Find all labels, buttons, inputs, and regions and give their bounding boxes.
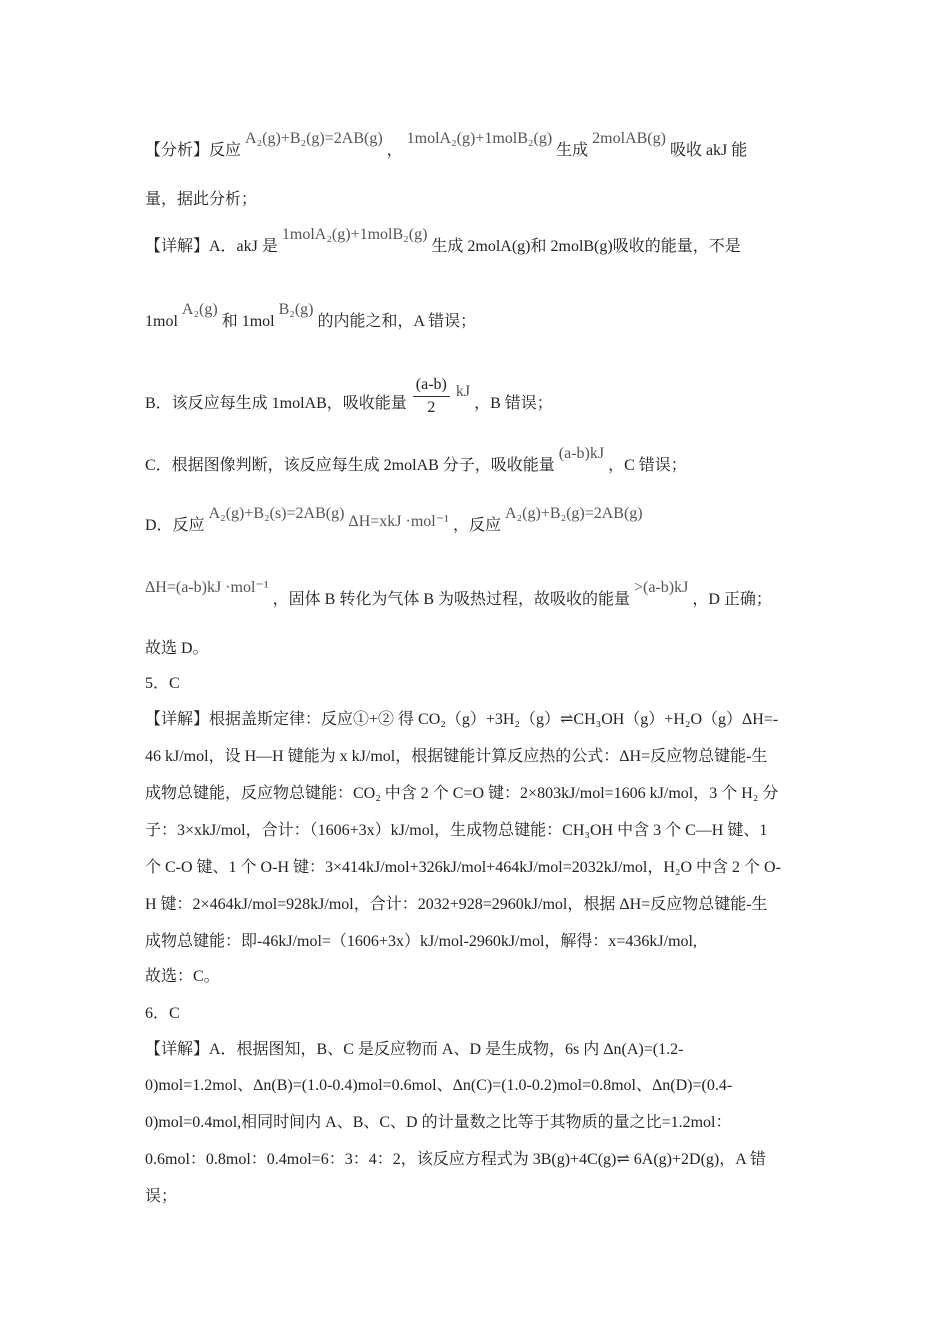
detail-d-line-2 (145, 579, 772, 611)
text: 和 1mol (221, 313, 275, 330)
fraction (413, 374, 450, 419)
q6-line (145, 1149, 766, 1171)
text: 0)mol=0.4mol,相同时间内 A、B、C、D 的计量数之比等于其物质的量之比=1.2mol： (145, 1114, 732, 1131)
text: 【分析】反应 (145, 142, 242, 159)
text: D．反应 (145, 517, 205, 534)
analysis-line-2 (145, 189, 257, 211)
text: ，D 正确； (692, 591, 772, 608)
question-5-heading (145, 673, 180, 695)
text: ，C 错误； (608, 457, 687, 474)
text: 个 C-O 键、1 个 O-H 键：3×414kJ/mol+326kJ/mol+464kJ/mol=2032kJ/mol，H₂O 中含 2 个 O- (145, 859, 781, 876)
fraction-unit: kJ (455, 383, 471, 401)
text: 故选 D。 (145, 640, 209, 657)
q5-line (145, 966, 220, 988)
text: 【详解】根据盖斯定律：反应①+② 得 CO₂（g）+3H₂（g）⇌CH₃OH（g）+H₂O（g）ΔH=- (145, 711, 779, 728)
text: 生成 2molA(g)和 2molB(g)吸收的能量，不是 (431, 238, 741, 255)
detail-c-line (145, 445, 687, 477)
text: 误； (145, 1188, 178, 1205)
text: 子：3×xkJ/mol，合计：（1606+3x）kJ/mol，生成物总键能：CH₃OH 中含 3 个 C—H 键、1 (145, 822, 768, 839)
formula: A₂(g) (181, 301, 218, 318)
text: ，固体 B 转化为气体 B 为吸热过程，故吸收的能量 (272, 591, 630, 608)
text: 成物总键能：即-46kJ/mol=（1606+3x）kJ/mol-2960kJ/mol，解得：x=436kJ/mol, (145, 933, 697, 950)
text: 【详解】A．akJ 是 (145, 238, 278, 255)
text: 量，据此分析； (145, 191, 258, 208)
detail-a-line-2 (145, 301, 477, 333)
conclusion-line (145, 638, 209, 660)
text: ，反应 (452, 517, 501, 534)
q6-line (145, 1039, 683, 1061)
text: 0)mol=1.2mol、Δn(B)=(1.0-0.4)mol=0.6mol、Δn(C)=(1.0-0.2)mol=0.8mol、Δn(D)=(0.4- (145, 1077, 733, 1094)
text: ，B 错误； (474, 395, 553, 413)
text: ， (386, 142, 403, 159)
q5-line (145, 931, 697, 953)
detail-a-line-1 (145, 226, 741, 258)
text: B．该反应每生成 1molAB，吸收能量 (145, 395, 407, 413)
formula: 2molAB(g) (592, 130, 666, 147)
q5-line (145, 746, 767, 768)
analysis-line-1 (145, 130, 748, 162)
q5-line (145, 783, 778, 805)
text: 故选：C。 (145, 968, 220, 985)
detail-d-line-1 (145, 505, 643, 537)
fraction-denominator: 2 (427, 399, 436, 416)
text: 6．C (145, 1005, 180, 1022)
q6-line (145, 1186, 177, 1208)
formula: A₂(g)+B₂(g)=2AB(g) (505, 505, 643, 522)
text: 5．C (145, 675, 180, 692)
text: 成物总键能，反应物总键能：CO₂ 中含 2 个 C=O 键：2×803kJ/mol=1606 kJ/mol，3 个 H₂ 分 (145, 785, 779, 802)
q5-line (145, 820, 767, 842)
text: 吸收 akJ 能 (669, 142, 748, 159)
text: 【详解】A．根据图知，B、C 是反应物而 A、D 是生成物，6s 内 Δn(A)=(1.2- (145, 1041, 684, 1058)
formula: A₂(g)+B₂(s)=2AB(g) (208, 505, 345, 522)
fraction-numerator: (a-b) (413, 374, 450, 397)
q6-line (145, 1112, 732, 1134)
q5-line (145, 857, 781, 879)
text: 的内能之和，A 错误； (317, 313, 477, 330)
q5-line (145, 709, 778, 731)
text: H 键：2×464kJ/mol=928kJ/mol，合计：2032+928=2960kJ/mol，根据 ΔH=反应物总键能-生 (145, 896, 768, 913)
text: 0.6mol：0.8mol：0.4mol=6：3：4：2，该反应方程式为 3B(g)+4C(g)⇌ 6A(g)+2D(g)，A 错 (145, 1151, 766, 1168)
formula: B₂(g) (278, 301, 314, 318)
formula: ΔH=(a-b)kJ ·mol⁻¹ (145, 579, 269, 596)
formula: A₂(g)+B₂(g)=2AB(g) (245, 130, 383, 147)
detail-b-line (145, 376, 553, 427)
formula: ΔH=xkJ ·mol⁻¹ (348, 513, 449, 530)
question-6-heading (145, 1003, 180, 1025)
text: 1mol (145, 313, 178, 330)
formula: >(a-b)kJ (634, 579, 689, 596)
formula: (a-b)kJ (558, 445, 605, 462)
q5-line (145, 894, 768, 916)
formula: 1molA₂(g)+1molB₂(g) (281, 226, 428, 243)
text: 46 kJ/mol，设 H—H 键能为 x kJ/mol，根据键能计算反应热的公式：ΔH=反应物总键能-生 (145, 748, 768, 765)
text: 生成 (556, 142, 589, 159)
formula: 1molA₂(g)+1molB₂(g) (406, 130, 553, 147)
q6-line (145, 1075, 732, 1097)
text: C．根据图像判断，该反应每生成 2molAB 分子，吸收能量 (145, 457, 555, 474)
